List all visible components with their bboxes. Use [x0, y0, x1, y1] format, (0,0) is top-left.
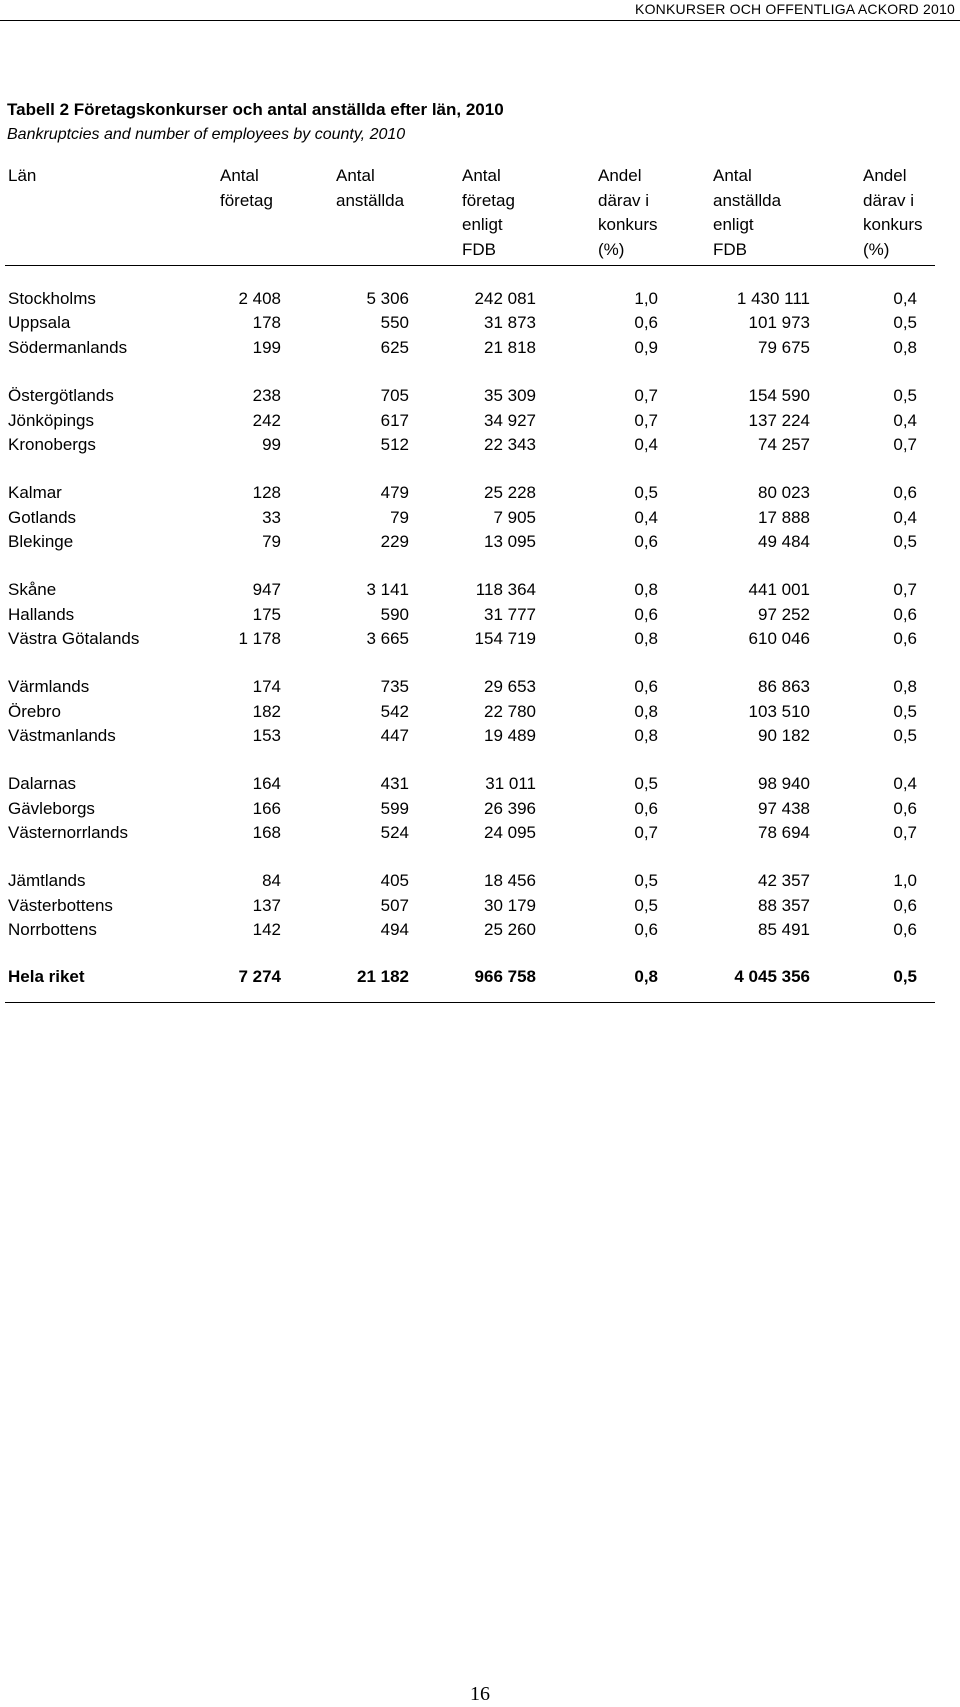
column-header-line: (%) — [863, 239, 890, 259]
table-cell: 164 — [252, 774, 281, 793]
table-cell: 182 — [252, 702, 281, 721]
column-header-line: FDB — [713, 239, 747, 259]
table-cell: 0,6 — [893, 605, 917, 624]
table-cell: 80 023 — [758, 483, 810, 502]
table-cell: 0,6 — [634, 605, 658, 624]
county-name: Uppsala — [8, 313, 71, 332]
header-rule — [5, 265, 935, 266]
table-cell: 405 — [380, 871, 409, 890]
table-cell: 42 357 — [758, 871, 810, 890]
table-cell: 0,4 — [634, 508, 658, 527]
county-name: Gävleborgs — [8, 799, 95, 818]
table-cell: 79 675 — [758, 338, 810, 357]
table-cell: 154 719 — [474, 629, 536, 648]
table-cell: 947 — [252, 580, 281, 599]
table-cell: 0,9 — [634, 338, 658, 357]
table-cell: 25 260 — [484, 920, 536, 939]
table-cell: 0,5 — [893, 313, 917, 332]
table-cell: 35 309 — [484, 386, 536, 405]
table-cell: 0,4 — [893, 411, 917, 430]
county-name: Jönköpings — [8, 411, 95, 430]
column-header-line: företag — [462, 190, 515, 210]
table-cell: 0,8 — [893, 338, 917, 357]
table-cell: 0,8 — [634, 629, 658, 648]
column-header — [598, 164, 658, 262]
table-cell: 0,8 — [634, 702, 658, 721]
table-cell: 0,5 — [893, 967, 917, 986]
table-cell: 3 665 — [366, 629, 409, 648]
county-name: Hallands — [8, 605, 75, 624]
table-cell: 0,5 — [634, 483, 658, 502]
table-cell: 137 — [252, 896, 281, 915]
table-cell: 0,5 — [893, 386, 917, 405]
column-header-line: anställda — [336, 190, 405, 210]
column-header-line: Antal — [220, 166, 259, 185]
table-cell: 154 590 — [748, 386, 810, 405]
county-name: Blekinge — [8, 532, 74, 551]
table-cell: 85 491 — [758, 920, 810, 939]
column-header-line: konkurs — [863, 215, 923, 234]
table-cell: 97 252 — [758, 605, 810, 624]
table-cell: 238 — [252, 386, 281, 405]
table-cell: 0,5 — [634, 871, 658, 890]
table-cell: 22 780 — [484, 702, 536, 721]
table-cell: 97 438 — [758, 799, 810, 818]
table-cell: 1,0 — [634, 289, 658, 308]
county-name: Kronobergs — [8, 435, 96, 454]
table-cell: 166 — [252, 799, 281, 818]
table-cell: 26 396 — [484, 799, 536, 818]
table-cell: 0,7 — [893, 435, 917, 454]
table-cell: 25 228 — [484, 483, 536, 502]
table-cell: 0,4 — [893, 508, 917, 527]
county-name: Jämtlands — [8, 871, 86, 890]
table-cell: 137 224 — [748, 411, 810, 430]
table-cell: 33 — [262, 508, 281, 527]
table-cell: 98 940 — [758, 774, 810, 793]
table-cell: 118 364 — [475, 580, 536, 599]
county-name: Norrbottens — [8, 920, 97, 939]
table-cell: 79 — [390, 508, 409, 527]
table-cell: 590 — [380, 605, 409, 624]
table-cell: 30 179 — [484, 896, 536, 915]
table-cell: 625 — [380, 338, 409, 357]
table-cell: 431 — [380, 774, 409, 793]
column-header-line: (%) — [598, 239, 625, 259]
table-cell: 0,4 — [634, 435, 658, 454]
table-cell: 512 — [380, 435, 409, 454]
column-header-line: Andel — [598, 166, 642, 185]
table-cell: 199 — [252, 338, 281, 357]
table-cell: 0,6 — [634, 532, 658, 551]
county-name: Västerbottens — [8, 896, 113, 915]
table-cell: 0,7 — [893, 823, 917, 842]
column-header — [336, 164, 404, 213]
table-cell: 103 510 — [748, 702, 810, 721]
table-cell: 24 095 — [484, 823, 536, 842]
table-cell: 242 — [252, 411, 281, 430]
table-cell: 19 489 — [484, 726, 536, 745]
table-cell: 18 456 — [484, 871, 536, 890]
running-header: KONKURSER OCH OFFENTLIGA ACKORD 2010 — [0, 0, 960, 21]
column-header-line: därav i — [598, 190, 650, 210]
column-header-line: Län — [8, 166, 37, 185]
table-cell: 1,0 — [893, 871, 917, 890]
column-header — [713, 164, 781, 262]
table-cell: 0,6 — [893, 799, 917, 818]
table-cell: 0,7 — [634, 386, 658, 405]
table-cell: 99 — [262, 435, 281, 454]
county-name: Västmanlands — [8, 726, 116, 745]
table-cell: 174 — [252, 677, 281, 696]
table-cell: 0,4 — [893, 774, 917, 793]
county-name: Östergötlands — [8, 386, 114, 405]
table-cell: 0,4 — [893, 289, 917, 308]
column-header-line: Antal — [462, 166, 501, 185]
table-cell: 0,6 — [634, 677, 658, 696]
table-cell: 0,6 — [634, 313, 658, 332]
table-cell: 29 653 — [484, 677, 536, 696]
table-title: Tabell 2 Företagskonkurser och antal anställda efter län, 2010 — [7, 100, 504, 119]
table-cell: 5 306 — [366, 289, 409, 308]
county-name: Stockholms — [8, 289, 96, 308]
column-header-line: anställda — [713, 190, 782, 210]
table-cell: 3 141 — [366, 580, 409, 599]
county-name: Södermanlands — [8, 338, 128, 357]
table-cell: 0,8 — [634, 580, 658, 599]
table-cell: 79 — [262, 532, 281, 551]
table-cell: 0,5 — [893, 702, 917, 721]
table-cell: 178 — [252, 313, 281, 332]
table-cell: 447 — [380, 726, 409, 745]
county-name: Dalarnas — [8, 774, 77, 793]
table-cell: 21 818 — [484, 338, 536, 357]
column-header — [220, 164, 273, 213]
table-cell: 0,8 — [634, 967, 658, 986]
table-cell: 0,8 — [893, 677, 917, 696]
table-cell: 86 863 — [758, 677, 810, 696]
column-header — [863, 164, 923, 262]
county-name: Gotlands — [8, 508, 77, 527]
county-name: Västernorrlands — [8, 823, 129, 842]
table-cell: 0,5 — [634, 896, 658, 915]
table-cell: 31 777 — [484, 605, 536, 624]
table-cell: 0,5 — [634, 774, 658, 793]
county-name: Värmlands — [8, 677, 90, 696]
table-cell: 175 — [252, 605, 281, 624]
table-cell: 21 182 — [357, 967, 409, 986]
column-header-line: enligt — [713, 215, 754, 234]
table-cell: 0,6 — [893, 629, 917, 648]
column-header-line: FDB — [462, 239, 496, 259]
table-cell: 479 — [380, 483, 409, 502]
table-cell: 0,7 — [893, 580, 917, 599]
table-cell: 78 694 — [758, 823, 810, 842]
table-cell: 13 095 — [484, 532, 536, 551]
table-cell: 22 343 — [484, 435, 536, 454]
table-cell: 34 927 — [484, 411, 536, 430]
table-cell: 0,7 — [634, 411, 658, 430]
table-cell: 735 — [380, 677, 409, 696]
county-name: Västra Götalands — [8, 629, 140, 648]
table-cell: 90 182 — [758, 726, 810, 745]
bottom-rule — [5, 1002, 935, 1003]
table-cell: 1 430 111 — [736, 289, 810, 308]
table-cell: 101 973 — [748, 313, 810, 332]
table-cell: 4 045 356 — [734, 967, 810, 986]
table-cell: 84 — [262, 871, 281, 890]
table-cell: 0,6 — [634, 799, 658, 818]
table-cell: 966 758 — [474, 967, 536, 986]
table-cell: 0,6 — [634, 920, 658, 939]
table-cell: 142 — [252, 920, 281, 939]
county-name: Örebro — [8, 702, 61, 721]
table-cell: 31 873 — [484, 313, 536, 332]
table-cell: 153 — [252, 726, 281, 745]
table-cell: 524 — [380, 823, 409, 842]
table-cell: 49 484 — [758, 532, 810, 551]
column-header-line: Antal — [336, 166, 375, 185]
total-label: Hela riket — [8, 967, 85, 986]
table-cell: 0,5 — [893, 532, 917, 551]
table-cell: 507 — [380, 896, 409, 915]
table-cell: 229 — [380, 532, 409, 551]
table-cell: 1 178 — [238, 629, 281, 648]
table-cell: 242 081 — [474, 289, 536, 308]
page-number: 16 — [470, 1683, 490, 1705]
table-cell: 550 — [380, 313, 409, 332]
table-cell: 31 011 — [485, 774, 536, 793]
table-cell: 0,6 — [893, 483, 917, 502]
table-cell: 2 408 — [238, 289, 281, 308]
table-cell: 599 — [380, 799, 409, 818]
county-name: Skåne — [8, 580, 57, 599]
table-cell: 0,6 — [893, 896, 917, 915]
column-header — [462, 164, 515, 262]
table-cell: 705 — [380, 386, 409, 405]
county-name: Kalmar — [8, 483, 62, 502]
table-cell: 168 — [252, 823, 281, 842]
table-cell: 74 257 — [758, 435, 810, 454]
table-cell: 441 001 — [748, 580, 810, 599]
table-cell: 542 — [380, 702, 409, 721]
table-cell: 617 — [380, 411, 409, 430]
table-cell: 7 274 — [238, 967, 281, 986]
column-header-line: Antal — [713, 166, 752, 185]
table-cell: 17 888 — [758, 508, 810, 527]
table-cell: 128 — [252, 483, 281, 502]
table-cell: 610 046 — [748, 629, 810, 648]
column-header-line: företag — [220, 190, 273, 210]
table-cell: 494 — [380, 920, 409, 939]
column-header-line: därav i — [863, 190, 915, 210]
table-cell: 88 357 — [758, 896, 810, 915]
table-cell: 0,7 — [634, 823, 658, 842]
table-cell: 7 905 — [493, 508, 536, 527]
column-header-line: konkurs — [598, 215, 658, 234]
table-cell: 0,6 — [893, 920, 917, 939]
column-header-line: enligt — [462, 215, 503, 234]
table-cell: 0,8 — [634, 726, 658, 745]
column-header — [8, 164, 36, 189]
column-header-line: Andel — [863, 166, 907, 185]
table-cell: 0,5 — [893, 726, 917, 745]
table-subtitle: Bankruptcies and number of employees by county, 2010 — [7, 126, 406, 143]
